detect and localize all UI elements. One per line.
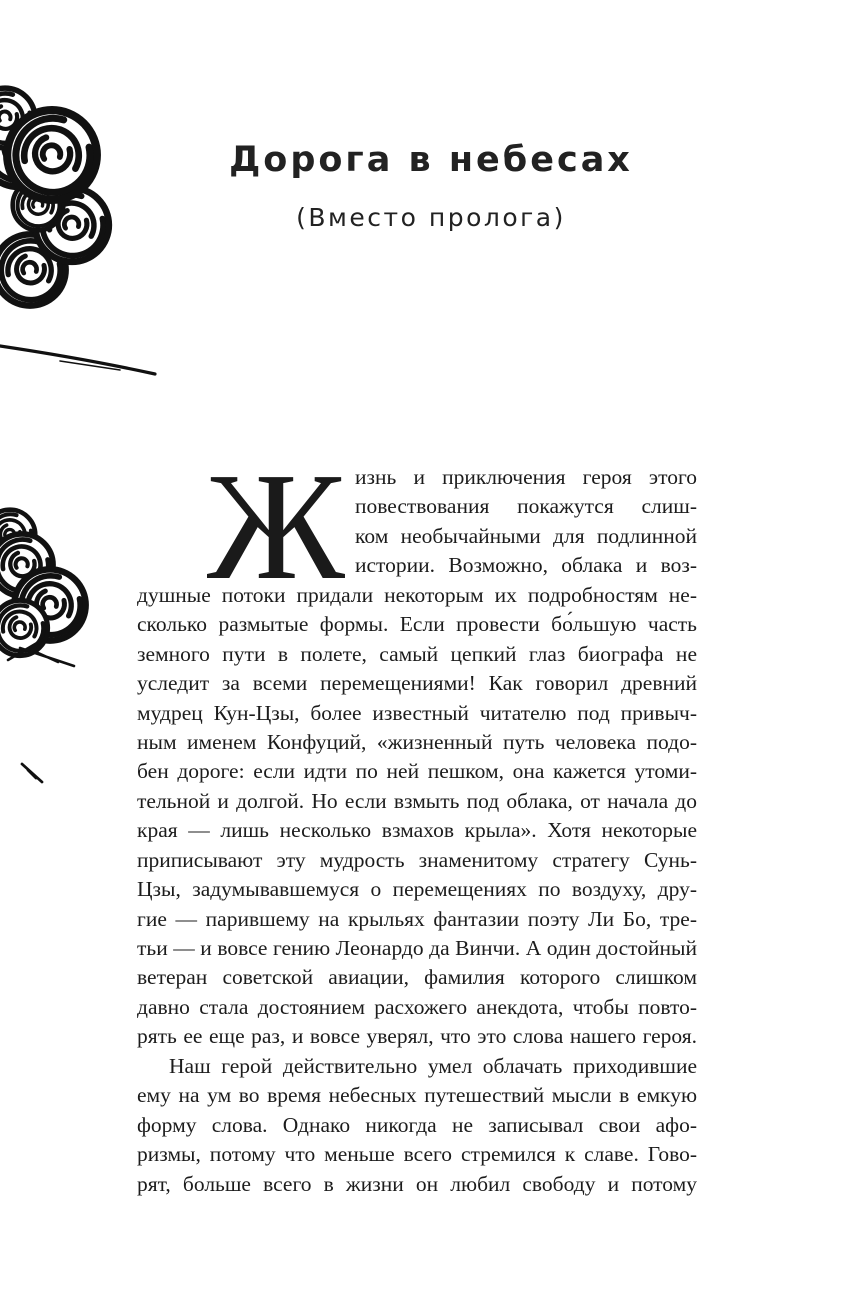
text-line: истории. Возможно, облака и воз- (355, 553, 697, 578)
text-line: приписывают эту мудрость знаменитому стратегу Сунь- (137, 847, 697, 872)
text-line: гие — парившему на крыльях фантазии поэту Ли Бо, тре- (137, 906, 697, 931)
text-line: изнь и приключения героя этого (355, 465, 697, 489)
text-line: земного пути в полете, самый цепкий глаз биографа не (137, 641, 697, 666)
paragraph (137, 463, 697, 1052)
drop-cap: Ж (207, 442, 345, 612)
chapter-title: Дорога в небесах (229, 140, 633, 180)
text-line: повествования покажутся слиш- (355, 494, 697, 519)
text-line: тельной и долгой. Но если взмыть под облака, от начала до (137, 788, 697, 813)
text-line: рят, больше всего в жизни он любил свободу и потому (137, 1171, 697, 1196)
text-line: форму слова. Однако никогда не записывал свои афо- (137, 1112, 697, 1137)
chapter-subtitle: (Вместо пролога) (296, 203, 566, 232)
text-line: ком необычайными для подлинной (355, 523, 697, 548)
text-line: уследит за всеми перемещениями! Как говорил древний (137, 671, 697, 696)
text-line: края — лишь несколько взмахов крыла». Хотя некоторые (137, 818, 697, 843)
text-line: тьи — и вовсе гению Леонардо да Винчи. А один достойный (137, 936, 697, 960)
wind-stroke-icon (0, 346, 155, 374)
text-line: Наш герой действительно умел облачать приходившие (169, 1053, 697, 1078)
text-line: Цзы, задумывавшемуся о перемещениях по воздуху, дру- (137, 877, 697, 902)
wind-stroke-icon (22, 764, 42, 782)
text-line: ему на ум во время небесных путешествий мысли в емкую (137, 1083, 697, 1108)
text-line: ризмы, потому что меньше всего стремился к славе. Гово- (137, 1142, 697, 1167)
text-line: бен дороге: если идти по ней пешком, она кажется утоми- (137, 759, 697, 784)
body-text (137, 463, 697, 1199)
text-line: ным именем Конфуций, «жизненный путь человека подо- (137, 729, 697, 754)
text-line: ветеран советской авиации, фамилия которого слишком (137, 965, 697, 990)
text-line: рять ее еще раз, и вовсе уверял, что это слова нашего героя. (137, 1024, 697, 1049)
paragraph (137, 1052, 697, 1199)
cloud-spiral-icon (0, 510, 86, 656)
text-line: давно стала достоянием расхожего анекдота, чтобы повто- (137, 994, 697, 1019)
text-line: мудрец Кун-Цзы, более известный читателю под привыч- (137, 700, 697, 725)
text-line: душные потоки придали некоторым их подробностям не- (137, 582, 697, 607)
cloud-spiral-icon (0, 88, 109, 306)
text-line: сколько размытые формы. Если провести бо́льшую часть (137, 612, 697, 637)
